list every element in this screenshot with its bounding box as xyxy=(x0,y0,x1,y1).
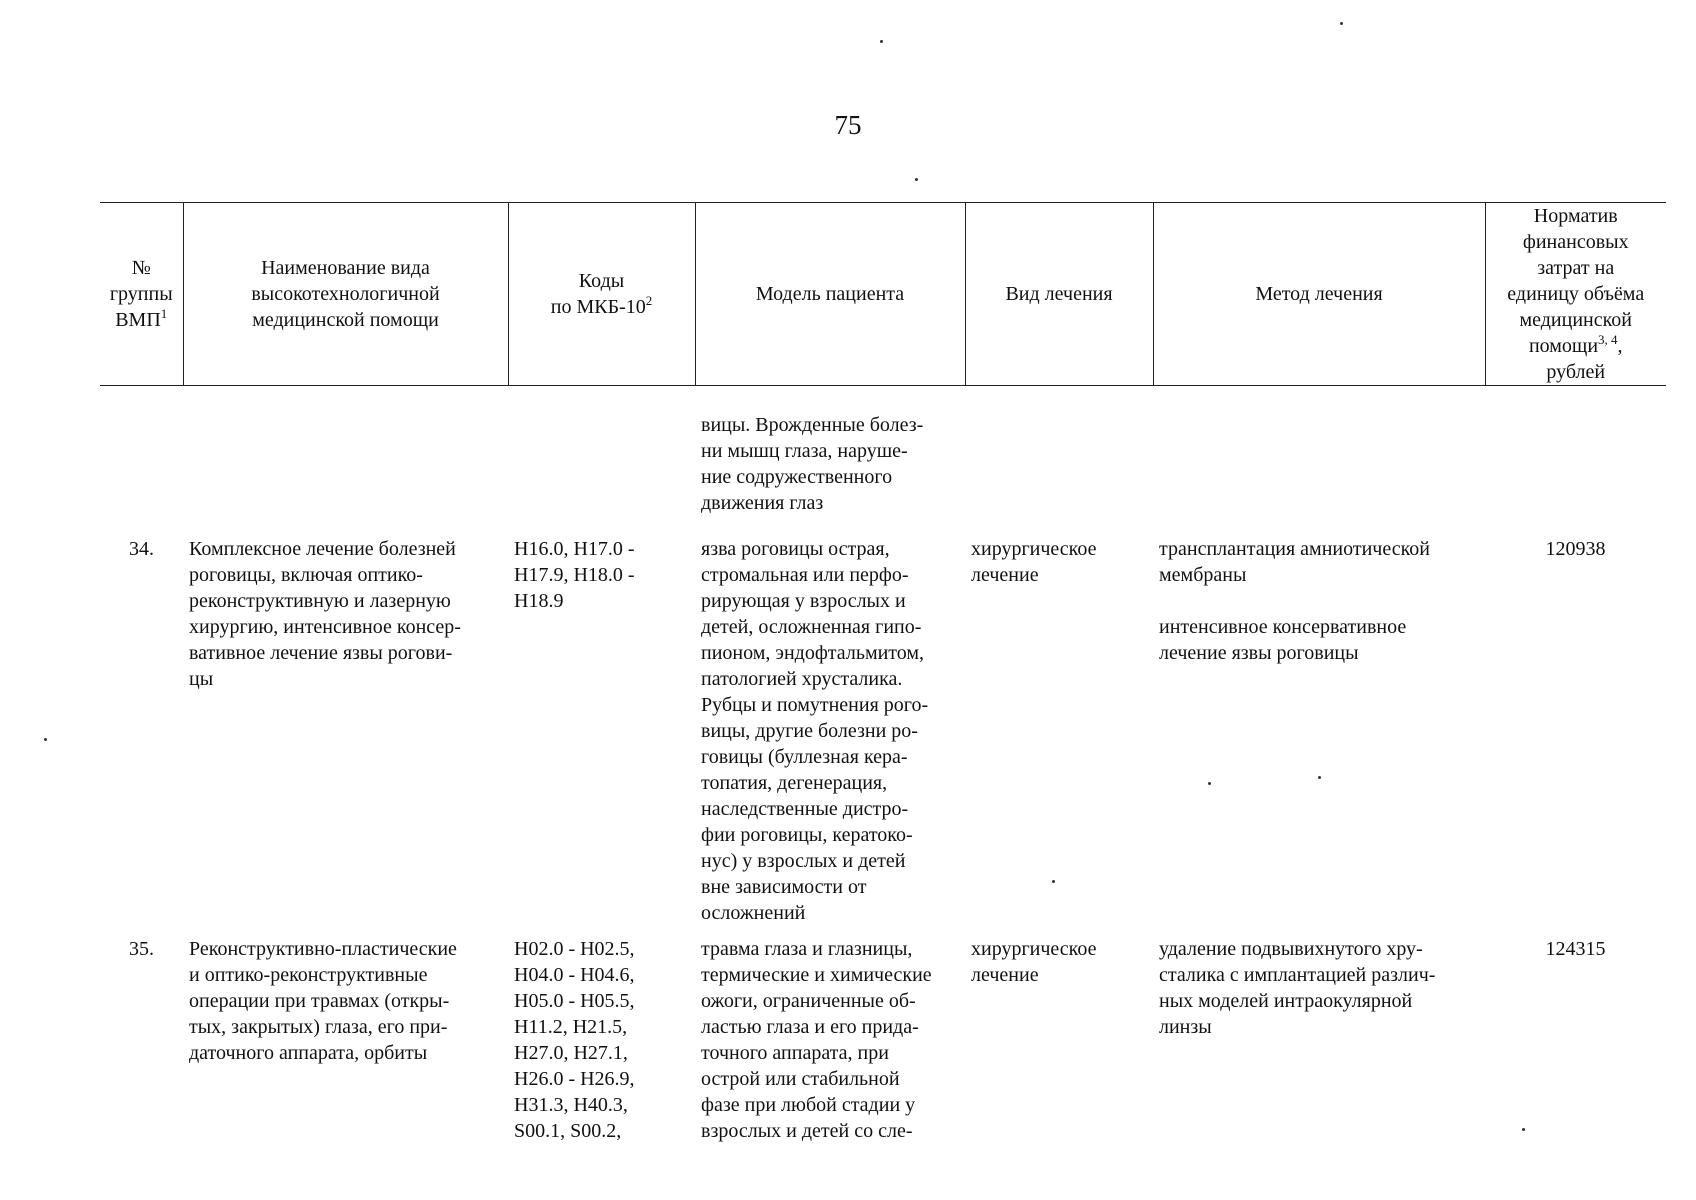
treatment-type-cell: хирургическое лечение xyxy=(971,537,1097,586)
table-header-row xyxy=(100,203,1666,386)
method-item: интенсивное консервативное лечение язвы роговицы xyxy=(1159,615,1407,664)
header-cost: Норматив финансовых затрат на единицу объёма медицинской помощи$^{3, 4}$, рублей xyxy=(1485,203,1666,386)
page-number: 75 xyxy=(834,110,862,140)
model-cell: вицы. Врожденные болез- ни мышц глаза, наруше- ние содружественного движения глаз xyxy=(701,414,924,514)
treatment-type-cell: хирургическое лечение xyxy=(971,937,1097,986)
model-cell: травма глаза и глазницы, термические и химические ожоги, ограниченные об- ластью глаза и его прида- точного аппарата, при острой или стабильной фазе при любой стадии у взрослых и детей со сле- xyxy=(701,937,932,1142)
table-row xyxy=(100,936,1666,1144)
method-cell xyxy=(1153,536,1485,936)
header-treatment-type: Вид лечения xyxy=(965,203,1153,386)
table-row xyxy=(100,536,1666,936)
table-row-continuation xyxy=(100,386,1666,536)
header-name: Наименование вида высокотехнологичной медицинской помощи xyxy=(183,203,508,386)
model-cell: язва роговицы острая, стромальная или перфо- рирующая у взрослых и детей, осложненная гипо- пионом, эндофтальмитом, патологией хрусталика. Рубцы и помутнения рого- вицы, другие болезни ро- говицы (буллезная кера- топатия, дегенерация, наследственные дистро- фии роговицы, кератоко- нус) у взрослых и детей вне зависимости от осложнений xyxy=(701,537,929,924)
care-name-cell: Реконструктивно-пластические и оптико-реконструктивные операции при травмах (откры- тых, закрытых) глаза, его при- даточного аппарата, орбиты xyxy=(189,937,457,1064)
header-method: Метод лечения xyxy=(1153,203,1485,386)
icd-codes-cell: H02.0 - H02.5, H04.0 - H04.6, H05.0 - H05.5, H11.2, H21.5, H27.0, H27.1, H26.0 - H26.9, H31.3, H40.3, S00.1, S00.2, xyxy=(514,937,635,1142)
cost-cell: 120938 xyxy=(1545,537,1606,560)
header-model: Модель пациента xyxy=(695,203,965,386)
icd-codes-cell: H16.0, H17.0 - H17.9, H18.0 - H18.9 xyxy=(514,537,635,612)
scan-speck xyxy=(1052,880,1055,883)
method-cell xyxy=(1153,936,1485,1144)
cost-cell: 124315 xyxy=(1545,937,1606,960)
scan-speck xyxy=(880,40,883,43)
care-name-cell: Комплексное лечение болезней роговицы, включая оптико- реконструктивную и лазерную хирургию, интенсивное консер- вативное лечение язвы рогови- цы xyxy=(189,537,461,690)
scan-speck xyxy=(1522,1128,1525,1131)
scan-speck xyxy=(1340,22,1343,25)
scan-speck xyxy=(44,738,47,741)
header-num: № группы ВМП$^1$ xyxy=(100,203,183,386)
scan-speck xyxy=(1318,776,1321,779)
group-number: 35. xyxy=(129,937,154,960)
method-item: трансплантация амниотической мембраны xyxy=(1159,537,1431,586)
header-codes: Коды по МКБ-$10^2$ xyxy=(508,203,695,386)
group-number: 34. xyxy=(129,537,154,560)
method-item: удаление подвывихнутого хру- сталика с имплантацией различ- ных моделей интраокулярной линзы xyxy=(1159,937,1436,1038)
scan-speck xyxy=(915,178,918,181)
vmp-table xyxy=(100,202,1666,1144)
scan-speck xyxy=(1208,782,1211,785)
